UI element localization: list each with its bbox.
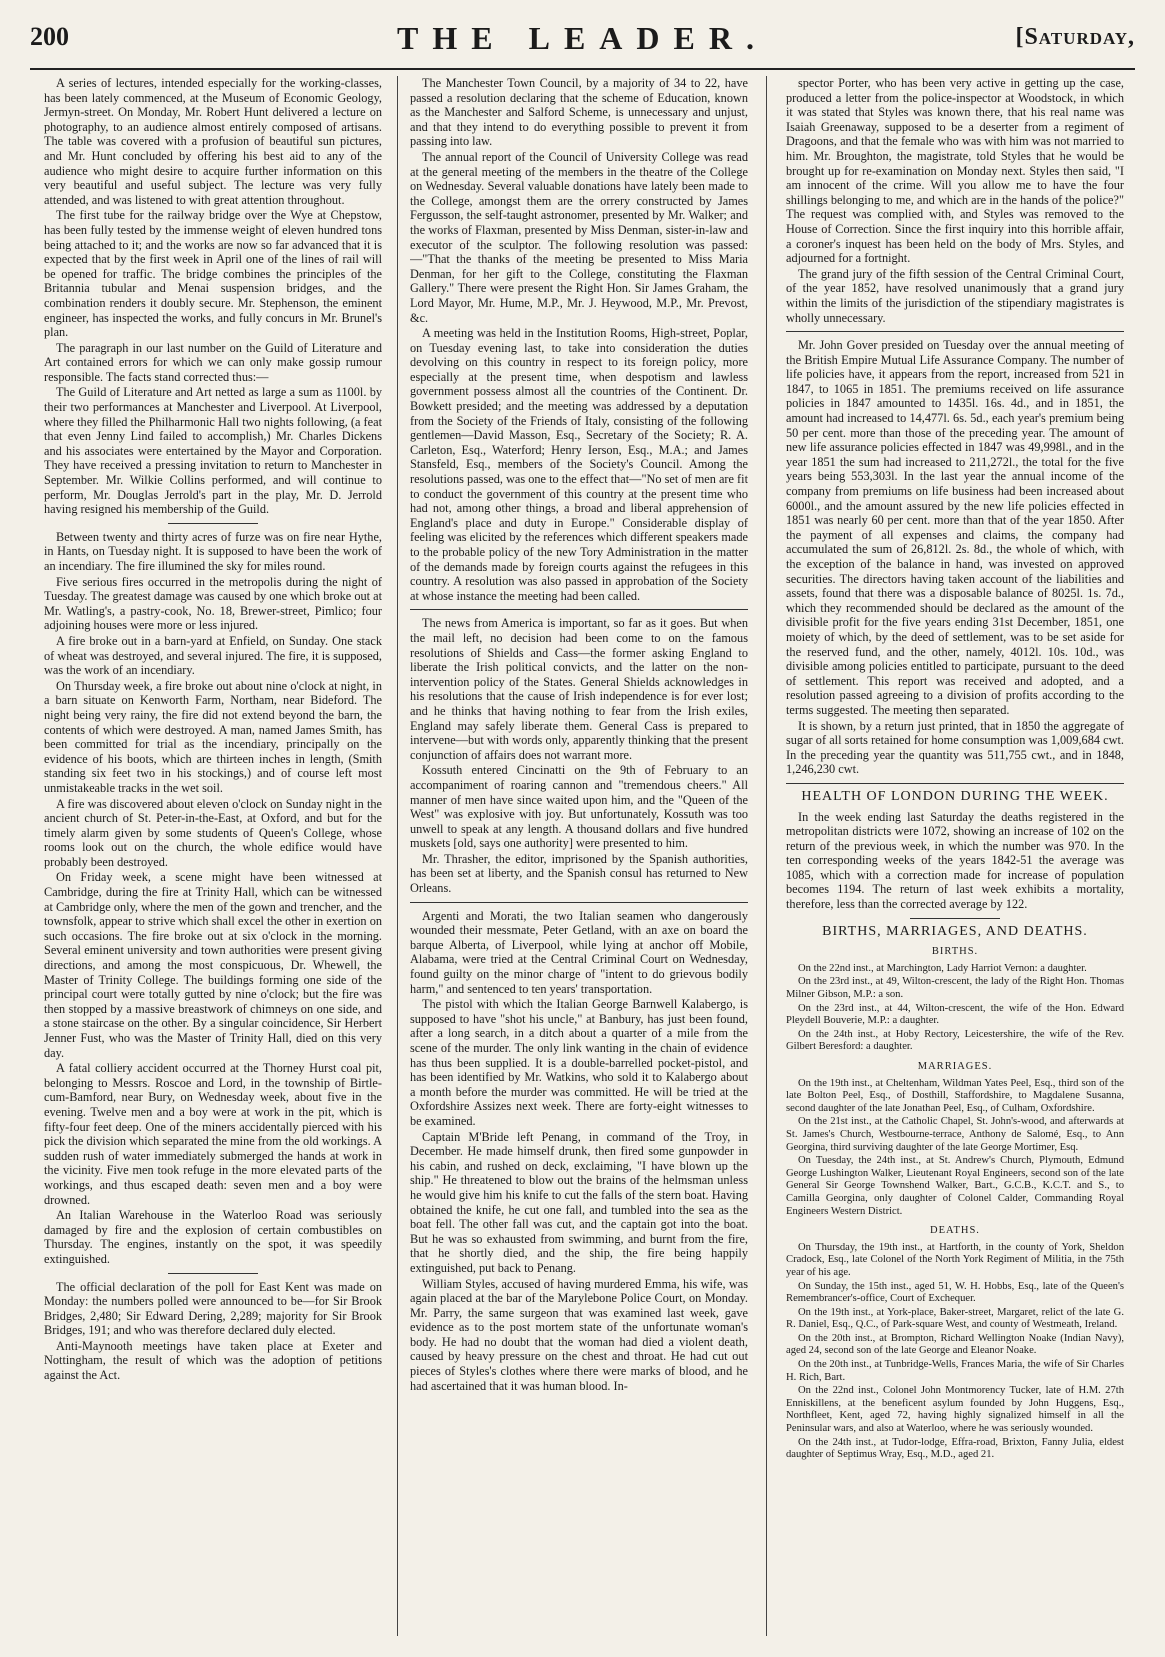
- marriage-notice: On the 21st inst., at the Catholic Chapel, St. John's-wood, and afterwards at St. James's Church, Westbourne-terrace, Anthony de Salomé, Esq., to Ann Georgina, third surviving daughter of the late George Mortimer, Esq.: [786, 1116, 1124, 1153]
- divider: [410, 609, 748, 610]
- bmd-notices: [786, 945, 1124, 1462]
- birth-notice: On the 23rd inst., at 49, Wilton-crescent, the lady of the Right Hon. Thomas Milner Gibson, M.P.: a son.: [786, 976, 1124, 1001]
- article-manchester-council: The Manchester Town Council, by a majority of 34 to 22, have passed a resolution declaring that the scheme of Education, known as the Manchester and Salford Scheme, is unnecessary and unjust, and that they intend to do everything possible to prevent it from passing into law.: [410, 76, 748, 149]
- article-argenti-morati: Argenti and Morati, the two Italian seamen who dangerously wounded their messmate, Peter Getland, with an axe on board the barque Alberta, of Liverpool, while lying at anchor off Mobile, Alabama, were tried at the Central Criminal Court on Wednesday, found guilty on the minor charge of "intent to do grievous bodily harm," and sentenced to ten years' transportation.: [410, 908, 748, 996]
- article-america-news: The news from America is important, so far as it goes. But when the mail left, no decision had been come to on the famous resolutions of Shields and Cass—the former asking England to liberate the Irish political convicts, and the latter on the non-intervention policy of the States. General Shields acknowledges in his resolutions that the cause of Irish independence is for ever lost; and he thinks that having nothing to fear from the Irish exiles, England may safely liberate them. General Cass is prepared to intervene—but with words only, apparently thinking that the present conjunction of affairs does not warrant more.: [410, 616, 748, 762]
- death-notice: On the 24th inst., at Tudor-lodge, Effra-road, Brixton, Fanny Julia, eldest daughter of Septimus Wray, Esq., M.D., aged 21.: [786, 1436, 1124, 1461]
- article-kalabergo-pistol: The pistol with which the Italian George Barnwell Kalabergo, is supposed to have "shot his uncle," at Banbury, has just been found, after a long search, in a ditch about a quarter of a mile from the scene of the murder. The only link wanting in the chain of evidence has thus been supplied. It is a double-barrelled pocket-pistol, and has been identified by Mr. Watkins, who sold it to Kalabergo about a month before the murder was committed. He will be tried at the Oxfordshire Assizes next week. There are forty-eight witnesses to be examined.: [410, 997, 748, 1128]
- article-thrasher: Mr. Thrasher, the editor, imprisoned by the Spanish authorities, has been set at liberty, and the Spanish consul has returned to New Orleans.: [410, 851, 748, 896]
- death-notice: On the 20th inst., at Brompton, Richard Wellington Noake (Indian Navy), aged 24, second son of the late George and Eleanor Noake.: [786, 1332, 1124, 1357]
- article-warehouse-fire: An Italian Warehouse in the Waterloo Road was seriously damaged by fire and the explosion of certain combustibles on Thursday. The engines, instantly on the spot, it was speedily extinguished.: [44, 1208, 382, 1266]
- article-life-assurance: Mr. John Gover presided on Tuesday over the annual meeting of the British Empire Mutual Life Assurance Company. The number of life policies have, it appears from the report, increased from 521 in 1847, to 1065 in 1851. The premiums received on life assurance policies in 1847 amounted to 1435l. 16s. 4d., and in 1851, the amount had increased to 14,477l. 6s. 5d., each year's premium being 50 per cent. more than those of the preceding year. The amount of new life assurance policies effected in 1847 was 49,998l., and in the year 1851 the sum had increased to 211,272l., the total for the five years being 553,303l. In the last year the annual income of the company from premiums on life business had been increased about 6000l., and the amount assured by the new life policies effected in 1851 was nearly 60 per cent. more than that of the year 1850. After the payment of all expenses and claims, the company had accumulated the sum of 26,812l. 2s. 8d., the whole of which, with the exception of the balance in hand, was invested on approved securities. The directors having taken account of the liabilities and assets, found that there was a disposable balance of 8025l. 1s. 7d., which they recommended should be declared as the amount of the divisible profit for the five years ending 31st December, 1851, one moiety of which, by the deed of settlement, was to be set aside for the reserved fund, and the other, namely, 4012l. 10s. 10d., was divisible among policies entitled to participate, pursuant to the deed of settlement. This report was received and adopted, and a resolution passed agreeing to a division of profits according to the terms suggested. The meeting then separated.: [786, 338, 1124, 717]
- article-captain-mbride: Captain M'Bride left Penang, in command of the Troy, in December. He made himself drunk, then fired some gunpowder in his cabin, and rushed on deck, exclaiming, "I have blown up the ship." He threatened to blow out the brains of the helmsman unless he would give him his knife to cut the falls of the stern boat. Having obtained the knife, he cut one fall, and tumbled into the sea as the boat fell. The other fall was cut, and the captain got into the boat. But he was so exhausted from swimming, and burnt from the fire, that he shortly died, and the ship, the fire being happily extinguished, put back to Penang.: [410, 1129, 748, 1275]
- article-anti-maynooth: Anti-Maynooth meetings have taken place at Exeter and Nottingham, the result of which was the adoption of petitions against the Act.: [44, 1338, 382, 1383]
- divider: [168, 1273, 258, 1274]
- health-heading: HEALTH OF LONDON DURING THE WEEK.: [801, 788, 1109, 804]
- article-william-styles: William Styles, accused of having murdered Emma, his wife, was again placed at the bar of the Marylebone Police Court, on Monday. Mr. Parry, the same surgeon that was examined last week, gave evidence as to the post mortem state of the unfortunate woman's body. He had no doubt that the woman had died a violent death, caused by heavy pressure on the chest and throat. He had cut out pieces of Styles's clothes where there were marks of blood, and he had ascertained that it was human blood. In-: [410, 1276, 748, 1393]
- article-kossuth: Kossuth entered Cincinatti on the 9th of February to an accompaniment of roaring cannon and "tremendous cheers." All manner of men have since waited upon him, and the "Queen of the West" was explosive with joy. But unfortunately, Kossuth was too unwell to speak at any length. A thousand dollars and five hundred muskets [old, says one authority] were presented to him.: [410, 763, 748, 851]
- page-number: 200: [30, 22, 69, 51]
- deaths-heading: DEATHS.: [930, 1225, 980, 1237]
- divider: [786, 783, 1124, 784]
- page-header: [30, 20, 1135, 62]
- article-grand-jury: The grand jury of the fifth session of the Central Criminal Court, of the year 1852, have resolved unanimously that a grand jury within the limits of the jurisdiction of the stipendiary magistrates is wholly unnecessary.: [786, 266, 1124, 325]
- column-separator: [397, 76, 398, 1636]
- birth-notice: On the 24th inst., at Hoby Rectory, Leicestershire, the wife of the Rev. Gilbert Beresford: a daughter.: [786, 1028, 1124, 1053]
- article-enfield-fire: A fire broke out in a barn-yard at Enfield, on Sunday. One stack of wheat was destroyed, and several injured. The fire, it is supposed, was the work of an incendiary.: [44, 633, 382, 678]
- article-colliery-accident: A fatal colliery accident occurred at the Thorney Hurst coal pit, belonging to Messrs. Roscoe and Lord, in the township of Birtle-cum-Bamford, near Bury, on Wednesday week, about five in the evening. Twelve men and a boy were at work in the pit, which is fifty-four feet deep. One of the miners accidentally pierced with his pick the division which separated the mine from the old workings. A sudden rush of water immediately submerged the hands at work in the vicinity. Five men took refuge in the more elevated parts of the workings, and thus escaped death: seven men and a boy were drowned.: [44, 1061, 382, 1207]
- article-bideford-fire: On Thursday week, a fire broke out about nine o'clock at night, in a barn situate on Kenworth Farm, Northam, near Bideford. The night being very rainy, the fire did not extend beyond the barn, the contents of which were destroyed. A man, named James Smith, has been committed for trial as the incendiary, principally on the evidence of his boots, which are thirteen inches in length, (Smith standing six feet two in his stockings,) and of course left most unmistakeable tracks in the wet soil.: [44, 678, 382, 795]
- marriage-notice: On Tuesday, the 24th inst., at St. Andrew's Church, Plymouth, Edmund George Lushington Walker, Lieutenant Royal Engineers, second son of the late General Sir George Townshend Walker, Bart., G.C.B., K.C.T. and S., to Camilla Georgina, only daughter of Colonel Calder, Commanding Royal Engineers Western District.: [786, 1155, 1124, 1217]
- birth-notice: On the 22nd inst., at Marchington, Lady Harriot Vernon: a daughter.: [798, 962, 1087, 974]
- article-metropolis-fires: Five serious fires occurred in the metropolis during the night of Tuesday. The greatest damage was caused by one which broke out at Mr. Watling's, a pastry-cook, No. 18, Brewer-street, Pimlico; four adjoining houses were more or less injured.: [44, 574, 382, 633]
- death-notice: On the 20th inst., at Tunbridge-Wells, Frances Maria, the wife of Sir Charles H. Rich, Bart.: [786, 1359, 1124, 1383]
- divider: [786, 331, 1124, 332]
- article-lectures: A series of lectures, intended especially for the working-classes, has been lately commenced, at the Museum of Economic Geology, Jermyn-street. On Monday, Mr. Robert Hunt delivered a lecture on photography, to an audience almost entirely composed of artisans. The table was covered with a profusion of beautiful sun pictures, and Mr. Hunt concluded by offering his best aid to any of the audience who might desire to acquire further information on this very beautiful and useful subject. The lecture was very fully attended, and was listened to with great attention throughout.: [44, 76, 382, 207]
- article-chepstow-bridge: The first tube for the railway bridge over the Wye at Chepstow, has been fully tested by the immense weight of eleven hundred tons being attached to it; and the works are now so far advanced that it is expected that by the first week in April one of the lines of rail will be opened for traffic. The bridge combines the principles of the Britannia tubular and Menai suspension bridges, and the combination renders it doubly secure. Mr. Stephenson, the eminent engineer, has inspected the works, and fully concurs in Mr. Brunel's plan.: [44, 208, 382, 340]
- divider: [410, 902, 748, 903]
- death-notice: On the 22nd inst., Colonel John Montmorency Tucker, late of H.M. 27th Enniskillens, at the beneficent asylum founded by John Huggens, Esq., Northfleet, Kent, aged 72, having highly signalized himself in all the Peninsular wars, and also at Waterloo, where he was seriously wounded.: [786, 1385, 1124, 1435]
- death-notice: On Thursday, the 19th inst., at Hartforth, in the county of York, Sheldon Cradock, Esq., late Colonel of the North York Regiment of Militia, in the 75th year of his age.: [786, 1241, 1124, 1278]
- column-3: [786, 76, 1124, 1638]
- marriage-notice: On the 19th inst., at Cheltenham, Wildman Yates Peel, Esq., third son of the late Bolton Peel, Esq., of Dosthill, Staffordshire, to Magdalene Susanna, second daughter of the late Jonathan Peel, Esq., of Culham, Oxfordshire.: [786, 1077, 1124, 1114]
- death-notice: On Sunday, the 15th inst., aged 51, W. H. Hobbs, Esq., late of the Queen's Remembrancer's-office, Court of Exchequer.: [786, 1280, 1124, 1305]
- article-guild-facts: The Guild of Literature and Art netted as large a sum as 1100l. by their two performances at Manchester and Liverpool. At Liverpool, where they filled the Philharmonic Hall two nights following, (a feat that even Jenny Lind failed to accomplish,) Mr. Charles Dickens and his associates were entertained by the Mayor and Corporation. They have received a pressing invitation to return to Manchester in September. Mr. Wilkie Collins performed, and will continue to perform, Mr. Douglas Jerrold's part in the play, Mr. D. Jerrold having resigned his membership of the Guild.: [44, 385, 382, 517]
- article-east-kent-poll: The official declaration of the poll for East Kent was made on Monday: the numbers polled were announced to be—for Sir Brook Bridges, 2,480; Sir Edward Dering, 2,289; majority for Sir Brook Bridges, 191; and who was therefore declared duly elected.: [44, 1279, 382, 1338]
- marriages-heading: MARRIAGES.: [917, 1061, 993, 1072]
- article-styles-continued: spector Porter, who has been very active in getting up the case, produced a letter from the police-inspector at Woodstock, in which it was stated that Styles was known there, that his real name was Isaiah Greenaway, supposed to be a deserter from a regiment of Dragoons, and that the female who was with him was not married to him. Mr. Broughton, the magistrate, told Styles that he would be brought up for re-examination on Monday next. Styles then said, "I am innocent of the crime. Will you allow me to have the four shillings belonging to me, and which are in the hands of the police?" The request was complied with, and Styles was removed to the House of Correction. Since the first inquiry into this horrible affair, a coroner's inquest has been held on the body of Mrs. Styles, and adjourned for a fortnight.: [786, 76, 1124, 266]
- column-2: [410, 76, 748, 1638]
- article-oxford-fire: A fire was discovered about eleven o'clock on Sunday night in the ancient church of St. Peter-in-the-East, at Oxford, and but for the timely alarm given by some students of Queen's College, whose rooms look out on the church, the whole edifice would have probably been destroyed.: [44, 796, 382, 869]
- masthead-title: THE LEADER.: [397, 20, 768, 56]
- birth-notice: On the 23rd inst., at 44, Wilton-crescent, the wife of the Hon. Edward Pleydell Bouverie, M.P.: a daughter.: [786, 1002, 1124, 1027]
- column-separator: [766, 76, 767, 1636]
- article-guild-correction: The paragraph in our last number on the Guild of Literature and Art contained errors for which we can only make gossip rumour responsible. The facts stand corrected thus:—: [44, 340, 382, 384]
- header-rule: [30, 68, 1135, 70]
- article-poplar-meeting: A meeting was held in the Institution Rooms, High-street, Poplar, on Tuesday evening last, to take into consideration the duties devolving on this country in respect to its foreign policy, more especially at the present time, when despotism and lawless government possess almost all the countries of the Continent. Dr. Bowkett presided; and the meeting was addressed by a deputation from the Society of the Friends of Italy, consisting of the following gentlemen—David Masson, Esq., Secretary of the Society; R. A. Carleton, Esq., Waterford; Henry Ierson, Esq., M.A.; and James Stansfeld, Esq., members of the Society's Council. Among the resolutions passed, was one to the effect that—"No set of men are fit to conduct the government of this country at the present time who had not, among other things, a broad and liberal apprehension of England's place and duty in Europe." Considerable display of feeling was elicited by the references which different speakers made to the probable policy of the new Tory Administration in the matter of the demands made by foreign courts against the refugees in this country. A resolution was also passed in approbation of the Society at whose instance the meeting had been called.: [410, 326, 748, 603]
- article-university-college: The annual report of the Council of University College was read at the general meeting of the members in the theatre of the College on Wednesday. Several valuable donations have lately been made to the College, amongst them are the orrery constructed by James Fergusson, the self-taught astronomer, presented by Mr. Walker; and the works of Flaxman, presented by Miss Denman, sister-in-law and executor of the sculptor. The following resolution was passed:—"That the thanks of the meeting be presented to Miss Maria Denman, for her gift to the College, constituting the Flaxman Gallery." There were present the Right Hon. Sir James Graham, the Lord Mayor, Mr. Hume, M.P., Mr. J. Heywood, M.P., Mr. Prevost, &c.: [410, 149, 748, 325]
- death-notice: On the 19th inst., at York-place, Baker-street, Margaret, relict of the late G. R. Daniel, Esq., Q.C., of Park-square West, and county of Westmeath, Ireland.: [786, 1306, 1124, 1331]
- article-sugar-return: It is shown, by a return just printed, that in 1850 the aggregate of sugar of all sorts retained for home consumption was 1,009,684 cwt. In the preceding year the quantity was 511,755 cwt., and in 1848, 1,246,230 cwt.: [786, 718, 1124, 777]
- article-cambridge-fire: On Friday week, a scene might have been witnessed at Cambridge, during the fire at Trinity Hall, which can be witnessed at Cambridge only, where the men of the gown and trencher, and the townsfolk, appear to strive which shall excel the other in exertion on such occasions. The fire broke out at six o'clock in the morning. Several eminent university and town authorities were present giving directions, and among the most conspicuous, Dr. Whewell, the Master of Trinity College. The buildings forming one side of the principal court were totally gutted by nine o'clock; but the fire was then stopped by a massive breastwork of chimneys on one side, and a stone staircase on the other. By a singular coincidence, Sir Herbert Jenner Fust, who was the Master of Trinity Hall, died on this very day.: [44, 870, 382, 1060]
- births-heading: BIRTHS.: [931, 946, 979, 958]
- column-1: [44, 76, 382, 1638]
- article-hythe-fire: Between twenty and thirty acres of furze was on fire near Hythe, in Hants, on Tuesday night. It is supposed to have been the work of an incendiary. The fire illumined the sky for miles round.: [44, 529, 382, 573]
- bmd-heading: BIRTHS, MARRIAGES, AND DEATHS.: [822, 923, 1088, 939]
- divider: [168, 523, 258, 524]
- health-report: In the week ending last Saturday the deaths registered in the metropolitan districts were 1072, showing an increase of 102 on the return of the previous week, in which the number was 970. In the ten corresponding weeks of the years 1842-51 the average was 1085, which with a correction made for increase of population becomes 1194. The return of last week exhibits a mortality, therefore, less than the corrected average by 122.: [786, 809, 1124, 912]
- dateline: [Saturday,: [1015, 24, 1135, 50]
- divider: [910, 918, 1000, 919]
